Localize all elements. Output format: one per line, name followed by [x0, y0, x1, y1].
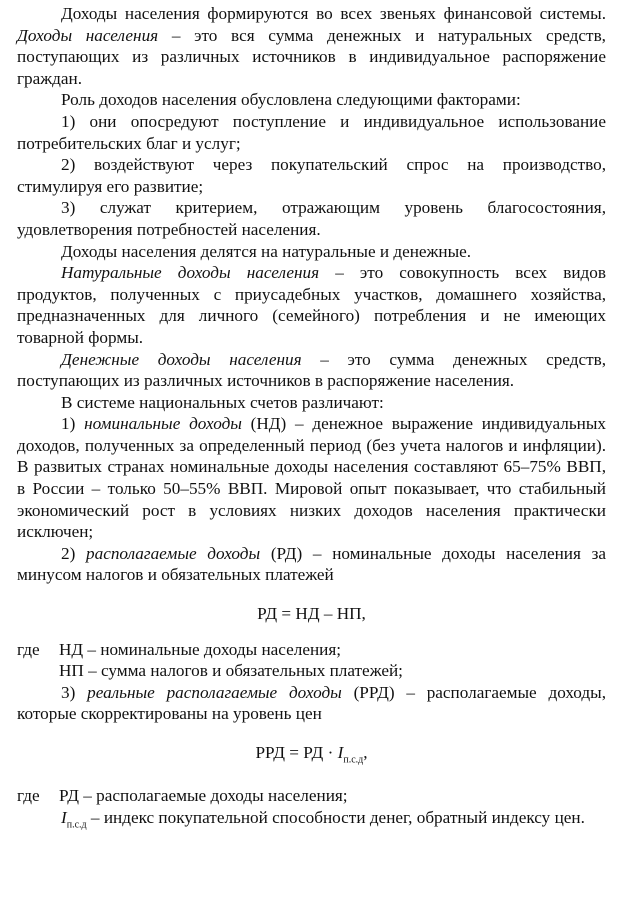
factor-2: 2) воздействуют через покупательский спрос на производство, стимулируя его развитие;: [17, 155, 606, 196]
paragraph-definition: [17, 3, 606, 89]
text-run: – это совокупность всех видов продуктов, полученных с приусадебных участков, домашнего хозяйства, предназначенных для личного (семейного) потребления и не имеющих товарной формы.: [17, 263, 606, 347]
paragraph-sna: В системе национальных счетов различают:: [61, 392, 384, 412]
item-disposable-income: [17, 543, 606, 586]
term-italic: Доходы населения: [17, 25, 159, 45]
paragraph-natural-income: [17, 262, 606, 348]
item-number: 2): [61, 543, 86, 563]
index-subscript: п.с.д: [343, 754, 364, 766]
legend-item-index: [17, 807, 606, 836]
factor-1: 1) они опосредуют поступление и индивидуальное использование потребительских благ и услуг;: [17, 111, 606, 153]
item-nominal-income: [17, 413, 606, 543]
legend-block-1: [17, 639, 606, 661]
item-number: 3): [61, 682, 88, 702]
legend-item: НП – сумма налогов и обязательных платежей;: [59, 661, 403, 681]
legend-item: НД – номинальные доходы населения;: [59, 639, 342, 659]
term-italic: Денежные доходы населения: [61, 349, 302, 369]
item-number: 1): [61, 414, 85, 434]
paragraph-types: Доходы населения делятся на натуральные и денежные.: [61, 241, 472, 261]
text-run: – это сумма денежных средств, поступающих из различных источников в распоряжение населения.: [17, 349, 607, 391]
text-run: – индекс покупательной способности денег, обратный индексу цен.: [86, 807, 585, 827]
index-subscript: п.с.д: [66, 819, 87, 831]
legend-item: РД – располагаемые доходы населения;: [59, 786, 348, 806]
formula-text: РРД = РД ·: [255, 743, 338, 762]
factor-3: 3) служат критерием, отражающим уровень благосостояния, удовлетворения потребностей населения.: [17, 198, 606, 239]
term-italic: располагаемые доходы: [86, 543, 261, 563]
legend-block-2: [17, 785, 606, 807]
item-real-disposable-income: [17, 682, 606, 725]
text-run: (РРД) – располагаемые доходы, которые скорректированы на уровень цен: [17, 682, 606, 724]
where-label: где: [17, 786, 40, 806]
formula-disposable: РД = НД – НП,: [257, 604, 366, 624]
paragraph-role: Роль доходов населения обусловлена следующими факторами:: [61, 90, 521, 110]
text-run: – это вся сумма денежных и натуральных средств, поступающих из различных источников в индивидуальное распоряжение граждан.: [17, 25, 606, 88]
index-symbol: I: [337, 743, 344, 762]
term-italic: Натуральные доходы населения: [61, 263, 320, 283]
formula-real-disposable: [17, 742, 606, 771]
term-italic: реальные располагаемые доходы: [87, 682, 342, 702]
paragraph-money-income: [17, 349, 606, 392]
text-run: (РД) – номинальные доходы населения за минусом налогов и обязательных платежей: [17, 543, 606, 585]
term-italic: номинальные доходы: [84, 414, 242, 434]
where-label: где: [17, 639, 40, 659]
formula-text: ,: [363, 743, 368, 762]
text-run: Доходы населения формируются во всех звеньях финансовой системы.: [61, 4, 606, 23]
index-symbol: I: [61, 807, 67, 827]
text-run: (НД) – денежное выражение индивидуальных доходов, полученных за определенный период (без учета налогов и инфляции). В развитых странах номинальные доходы населения составляют 65–75% ВВП, в России – только 50–55% ВВП. Мировой опыт показывает, что стабильный экономический рост в условиях низких доходов населения практически исключен;: [17, 414, 606, 542]
